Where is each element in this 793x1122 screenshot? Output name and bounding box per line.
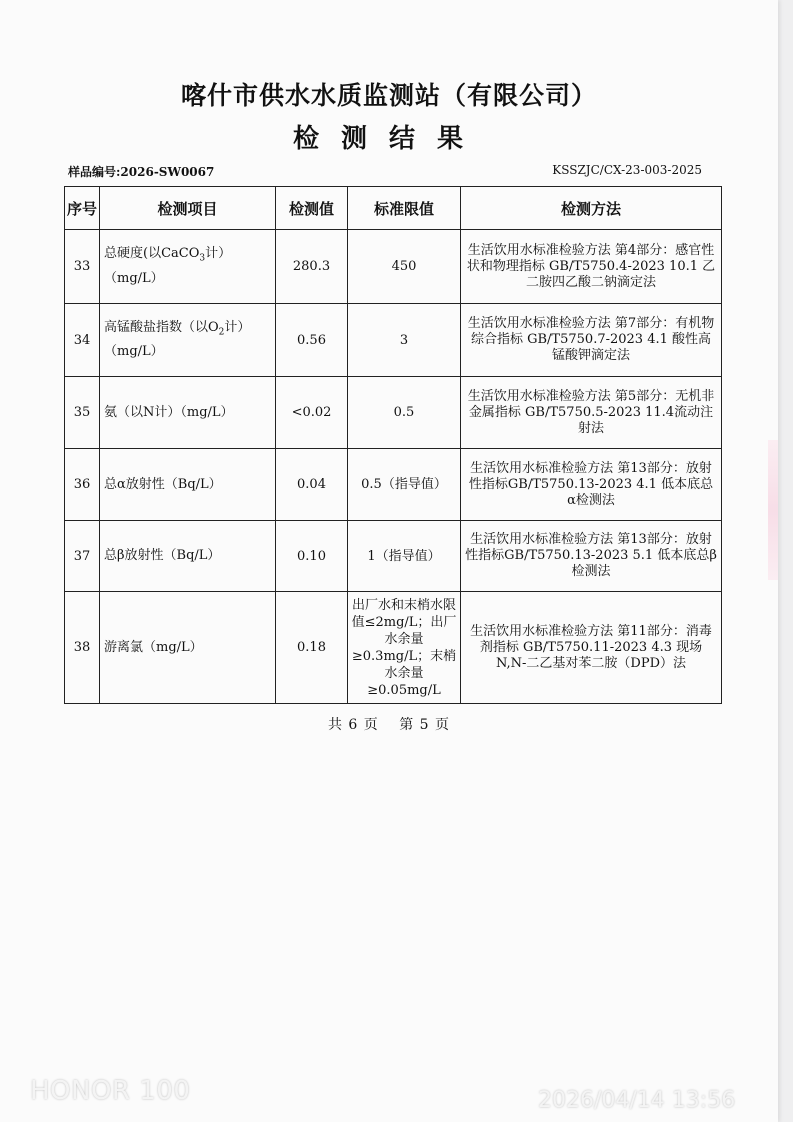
row-no: 38 <box>65 592 100 704</box>
row-value: 0.10 <box>276 521 348 592</box>
sample-number: 样品编号:2026-SW0067 <box>68 165 215 179</box>
row-method: 生活饮用水标准检验方法 第5部分：无机非金属指标 GB/T5750.5-2023 11.4流动注射法 <box>461 377 722 449</box>
row-item: 总α放射性（Bq/L） <box>100 449 276 521</box>
row-limit: 1（指导值） <box>348 521 461 592</box>
page-title: 检测结果 <box>292 124 485 154</box>
capture-datetime-watermark: 2026/04/14 13:56 <box>538 1088 736 1113</box>
seal-edge <box>768 440 778 580</box>
header-method: 检测方法 <box>461 187 722 230</box>
row-method: 生活饮用水标准检验方法 第7部分：有机物综合指标 GB/T5750.7-2023 4.1 酸性高锰酸钾滴定法 <box>461 304 722 377</box>
row-method: 生活饮用水标准检验方法 第13部分：放射性指标GB/T5750.13-2023 5.1 低本底总β检测法 <box>461 521 722 592</box>
table-row <box>65 449 722 521</box>
row-limit: 0.5（指导值） <box>348 449 461 521</box>
row-limit: 3 <box>348 304 461 377</box>
row-method: 生活饮用水标准检验方法 第11部分：消毒剂指标 GB/T5750.11-2023 4.3 现场N,N-二乙基对苯二胺（DPD）法 <box>461 592 722 704</box>
camera-brand-watermark: HONOR 100 <box>30 1076 191 1106</box>
header-limit: 标准限值 <box>348 187 461 230</box>
row-method: 生活饮用水标准检验方法 第13部分：放射性指标GB/T5750.13-2023 4.1 低本底总α检测法 <box>461 449 722 521</box>
row-no: 36 <box>65 449 100 521</box>
header-item: 检测项目 <box>100 187 276 230</box>
table-row <box>65 521 722 592</box>
row-value: 280.3 <box>276 230 348 304</box>
table-header-row <box>65 187 722 230</box>
row-method: 生活饮用水标准检验方法 第4部分：感官性状和物理指标 GB/T5750.4-2023 10.1 乙二胺四乙酸二钠滴定法 <box>461 230 722 304</box>
row-no: 33 <box>65 230 100 304</box>
table-row <box>65 230 722 304</box>
table-row <box>65 377 722 449</box>
company-title: 喀什市供水水质监测站（有限公司） <box>180 81 597 110</box>
row-no: 34 <box>65 304 100 377</box>
row-no: 35 <box>65 377 100 449</box>
row-no: 37 <box>65 521 100 592</box>
row-item: 高锰酸盐指数（以$O_2$计）（mg/L） <box>100 304 276 377</box>
header-value: 检测值 <box>276 187 348 230</box>
row-item: 游离氯（mg/L） <box>100 592 276 704</box>
row-item: 总β放射性（Bq/L） <box>100 521 276 592</box>
row-limit: 450 <box>348 230 461 304</box>
table-row <box>65 592 722 704</box>
table-row <box>65 304 722 377</box>
results-table <box>64 186 722 704</box>
row-item: 总硬度(以CaCO$_3$计）（mg/L） <box>100 230 276 304</box>
header-no: 序号 <box>65 187 100 230</box>
row-value: 0.18 <box>276 592 348 704</box>
row-item: 氨（以N计）（mg/L） <box>100 377 276 449</box>
row-limit: 0.5 <box>348 377 461 449</box>
row-value: 0.04 <box>276 449 348 521</box>
row-value: 0.56 <box>276 304 348 377</box>
report-code: KSSZJC/CX-23-003-2025 <box>552 163 702 177</box>
page-indicator: 共 6 页 第 5 页 <box>327 717 451 733</box>
row-limit: 出厂水和末梢水限值≤2mg/L；出厂水余量≥0.3mg/L；末梢水余量≥0.05mg/L <box>348 592 461 704</box>
row-value: <0.02 <box>276 377 348 449</box>
